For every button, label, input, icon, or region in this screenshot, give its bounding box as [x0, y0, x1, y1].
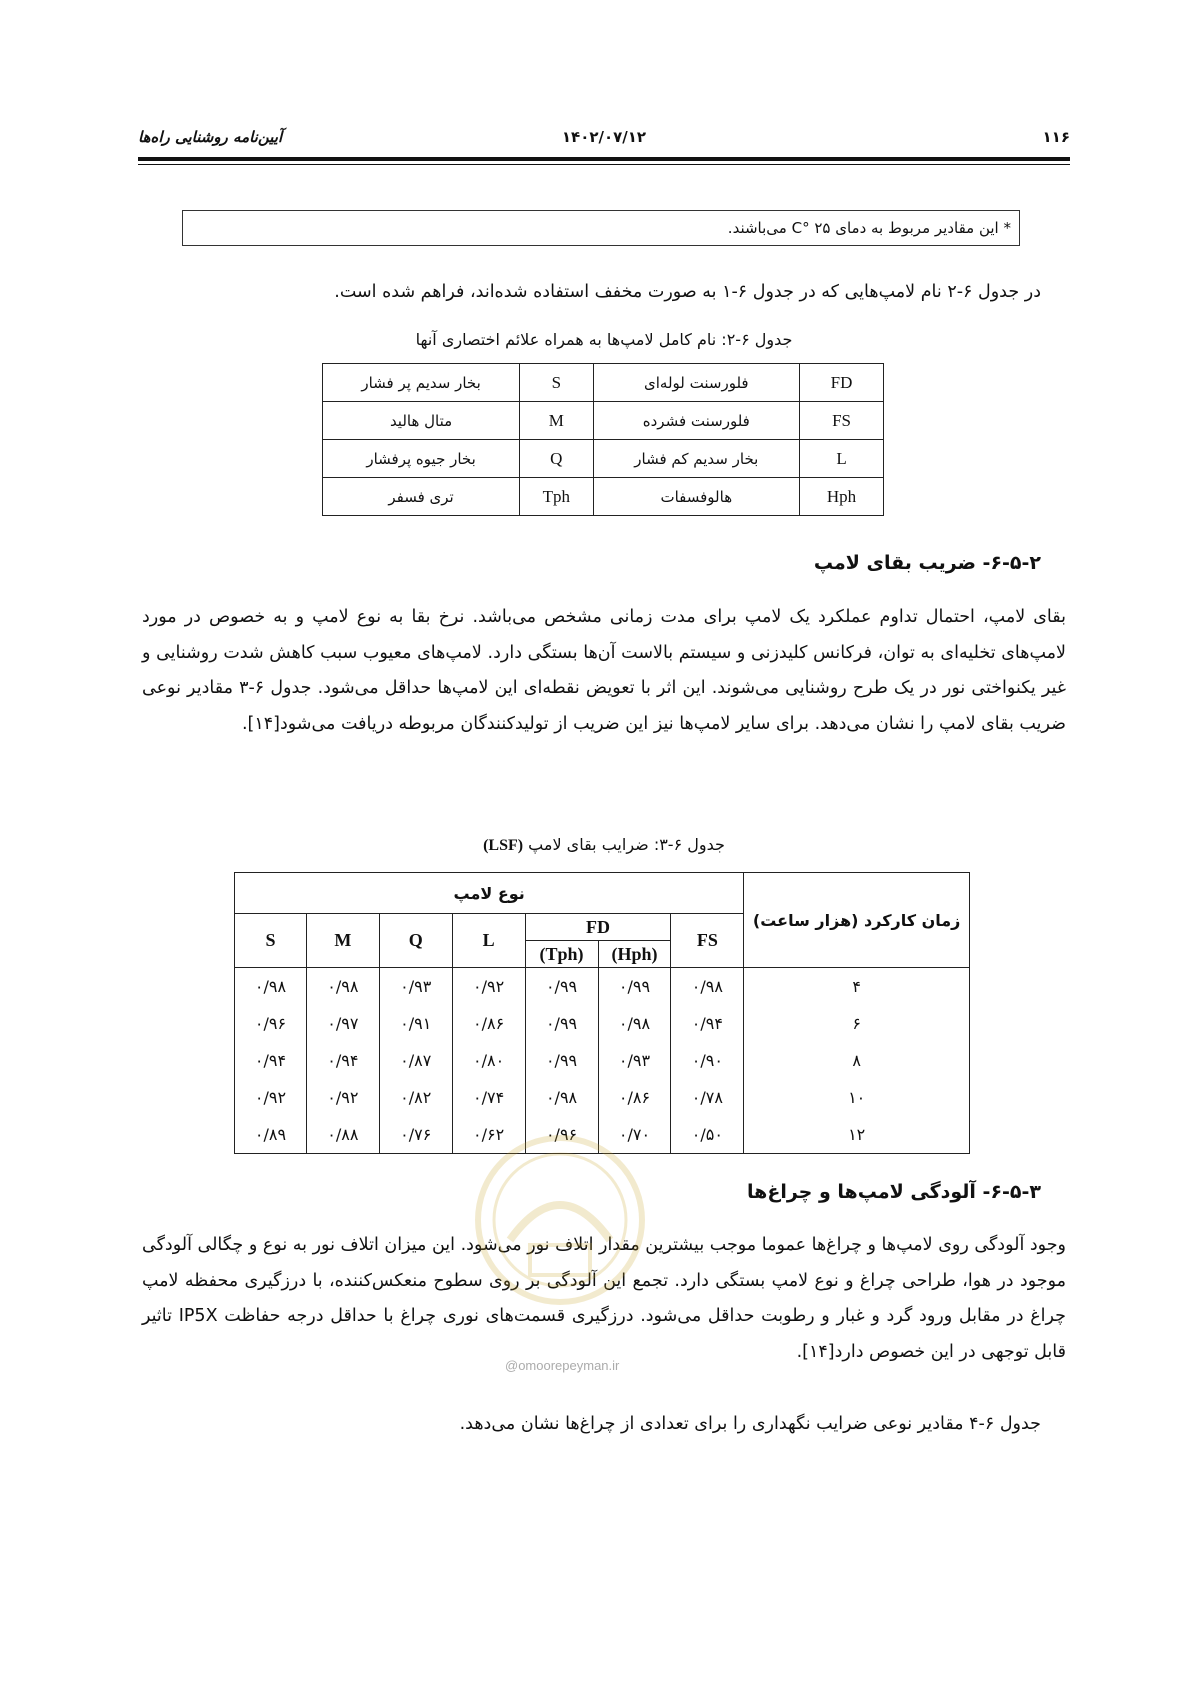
table2-cell-s: ۰/۸۹	[235, 1116, 307, 1154]
page-number: ۱۱۶	[1042, 128, 1070, 146]
header-rule-thin	[138, 164, 1070, 165]
table2-caption-text: جدول ۶-۳: ضرایب بقای لامپ	[523, 835, 725, 854]
table2-caption-abbr: (LSF)	[483, 837, 524, 854]
table1-cell-name1: هالوفسفات	[593, 478, 800, 516]
table2-cell-hph: ۰/۹۸	[598, 1005, 671, 1042]
table2-cell-tph: ۰/۹۸	[525, 1079, 598, 1116]
col-hph: (Hph)	[598, 941, 671, 968]
table2-cell-hph: ۰/۹۳	[598, 1042, 671, 1079]
table2-row	[235, 968, 970, 1006]
table1-cell-abbr2: S	[520, 364, 593, 402]
table2-cell-l: ۰/۸۰	[452, 1042, 525, 1079]
table2-cell-l: ۰/۶۲	[452, 1116, 525, 1154]
table1-row	[323, 402, 884, 440]
section-closing-line: جدول ۶-۴ مقادیر نوعی ضرایب نگهداری را برای تعدادی از چراغ‌ها نشان می‌دهد.	[459, 1414, 1041, 1434]
omoorepeyman-logo-icon	[470, 1130, 650, 1310]
table1-row	[323, 364, 884, 402]
table2-cell-q: ۰/۹۳	[379, 968, 452, 1006]
table2-row	[235, 1042, 970, 1079]
section-body-lamp-dirt: وجود آلودگی روی لامپ‌ها و چراغ‌ها عموما موجب بیشترین مقدار اتلاف نور می‌شود. این میزان اتلاف نور به نوع و چگالی آلودگی موجود در هوا، طراحی چراغ و نوع لامپ بستگی دارد. تجمع این آلودگی بر روی سطوح منعکس‌کننده، با درزگیری محفظه لامپ چراغ در مقابل ورود گرد و غبار و رطوبت حداقل می‌شود. درزگیری قسمت‌های نوری چراغ با حداقل درجه حفاظت IP5X تاثیر قابل توجهی در این خصوص دارد[۱۴].	[142, 1235, 1066, 1362]
col-s: S	[235, 914, 307, 968]
table1-cell-name1: بخار سدیم کم فشار	[593, 440, 800, 478]
col-q: Q	[379, 914, 452, 968]
table1-cell-abbr1: Hph	[800, 478, 884, 516]
section-heading-lamp-survival: ۶-۵-۲- ضریب بقای لامپ	[813, 552, 1041, 574]
header-date: ۱۴۰۲/۰۷/۱۲	[561, 128, 647, 146]
table1-cell-name2: متال هالید	[323, 402, 520, 440]
table2-cell-hph: ۰/۹۹	[598, 968, 671, 1006]
table2-cell-time: ۱۰	[744, 1079, 970, 1116]
header-title: آیین‌نامه روشنایی راه‌ها	[138, 128, 283, 146]
table1-caption: جدول ۶-۲: نام کامل لامپ‌ها به همراه علائم اختصاری آنها	[415, 330, 793, 349]
watermark-text: @omoorepeyman.ir	[505, 1358, 620, 1373]
table2-cell-fs: ۰/۷۸	[671, 1079, 744, 1116]
table2-cell-q: ۰/۸۲	[379, 1079, 452, 1116]
table1-cell-abbr1: FS	[800, 402, 884, 440]
table2-row	[235, 1005, 970, 1042]
table1-cell-abbr1: L	[800, 440, 884, 478]
section-body-lamp-survival: بقای لامپ، احتمال تداوم عملکرد یک لامپ برای مدت زمانی مشخص می‌باشد. نرخ بقا به نوع لامپ و به خصوص در مورد لامپ‌های تخلیه‌ای به توان، فرکانس کلیدزنی و سیستم بالاست آن‌ها بستگی دارد. لامپ‌های معیوب سبب کاهش شدت روشنایی و غیر یکنواختی نور در یک طرح روشنایی می‌شوند. این اثر با تعویض نقطه‌ای این لامپ‌ها حداقل می‌شود. جدول ۶-۳ مقادیر نوعی ضریب بقای لامپ را نشان می‌دهد. برای سایر لامپ‌ها نیز این ضریب از تولیدکنندگان مربوطه دریافت می‌شود[۱۴].	[142, 607, 1066, 734]
table1-cell-name2: بخار سدیم پر فشار	[323, 364, 520, 402]
table2-cell-tph: ۰/۹۹	[525, 1042, 598, 1079]
table2-cell-time: ۱۲	[744, 1116, 970, 1154]
table2-caption	[138, 835, 1070, 855]
page-header	[138, 128, 1070, 154]
table2-cell-q: ۰/۹۱	[379, 1005, 452, 1042]
table2-cell-hph: ۰/۸۶	[598, 1079, 671, 1116]
table2-cell-l: ۰/۷۴	[452, 1079, 525, 1116]
table2-cell-s: ۰/۹۲	[235, 1079, 307, 1116]
col-fd: FD	[525, 914, 671, 941]
table2-cell-tph: ۰/۹۹	[525, 968, 598, 1006]
table2-cell-q: ۰/۷۶	[379, 1116, 452, 1154]
col-m: M	[306, 914, 379, 968]
table2-row	[235, 1079, 970, 1116]
intro-paragraph: در جدول ۶-۲ نام لامپ‌هایی که در جدول ۶-۱ به صورت مخفف استفاده شده‌اند، فراهم شده است.	[334, 282, 1041, 302]
table1-cell-abbr2: M	[520, 402, 593, 440]
table2-cell-m: ۰/۹۲	[306, 1079, 379, 1116]
table1-cell-name1: فلورسنت فشرده	[593, 402, 800, 440]
abbreviation-table	[322, 363, 884, 516]
table2-cell-time: ۴	[744, 968, 970, 1006]
table2-cell-m: ۰/۹۴	[306, 1042, 379, 1079]
note-box	[182, 210, 1020, 246]
table2-cell-m: ۰/۸۸	[306, 1116, 379, 1154]
table2-cell-m: ۰/۹۷	[306, 1005, 379, 1042]
table1-row	[323, 478, 884, 516]
table1-cell-name2: تری فسفر	[323, 478, 520, 516]
table2-cell-hph: ۰/۷۰	[598, 1116, 671, 1154]
table2-cell-q: ۰/۸۷	[379, 1042, 452, 1079]
lamp-survival-table	[234, 872, 970, 1154]
note-text: * این مقادیر مربوط به دمای C° ۲۵ می‌باشند.	[727, 219, 1011, 237]
table1-cell-name2: بخار جیوه پرفشار	[323, 440, 520, 478]
col-fs: FS	[671, 914, 744, 968]
table2-cell-l: ۰/۸۶	[452, 1005, 525, 1042]
table2-cell-fs: ۰/۹۸	[671, 968, 744, 1006]
col-lamp-type: نوع لامپ	[235, 873, 744, 914]
table2-cell-fs: ۰/۹۴	[671, 1005, 744, 1042]
table2-cell-tph: ۰/۹۹	[525, 1005, 598, 1042]
table2-cell-fs: ۰/۵۰	[671, 1116, 744, 1154]
table2-cell-tph: ۰/۹۶	[525, 1116, 598, 1154]
table2-cell-l: ۰/۹۲	[452, 968, 525, 1006]
table1-row	[323, 440, 884, 478]
table2-cell-s: ۰/۹۶	[235, 1005, 307, 1042]
col-operating-time: زمان کارکرد (هزار ساعت)	[744, 873, 970, 968]
table2-cell-m: ۰/۹۸	[306, 968, 379, 1006]
table2-cell-s: ۰/۹۴	[235, 1042, 307, 1079]
table1-cell-abbr1: FD	[800, 364, 884, 402]
table2-cell-s: ۰/۹۸	[235, 968, 307, 1006]
table1-cell-abbr2: Q	[520, 440, 593, 478]
col-tph: (Tph)	[525, 941, 598, 968]
table2-cell-time: ۶	[744, 1005, 970, 1042]
table2-cell-time: ۸	[744, 1042, 970, 1079]
table2-cell-fs: ۰/۹۰	[671, 1042, 744, 1079]
section-heading-lamp-dirt: ۶-۵-۳- آلودگی لامپ‌ها و چراغ‌ها	[747, 1181, 1041, 1203]
table1-cell-name1: فلورسنت لوله‌ای	[593, 364, 800, 402]
header-rule-thick	[138, 157, 1070, 161]
table1-cell-abbr2: Tph	[520, 478, 593, 516]
col-l: L	[452, 914, 525, 968]
